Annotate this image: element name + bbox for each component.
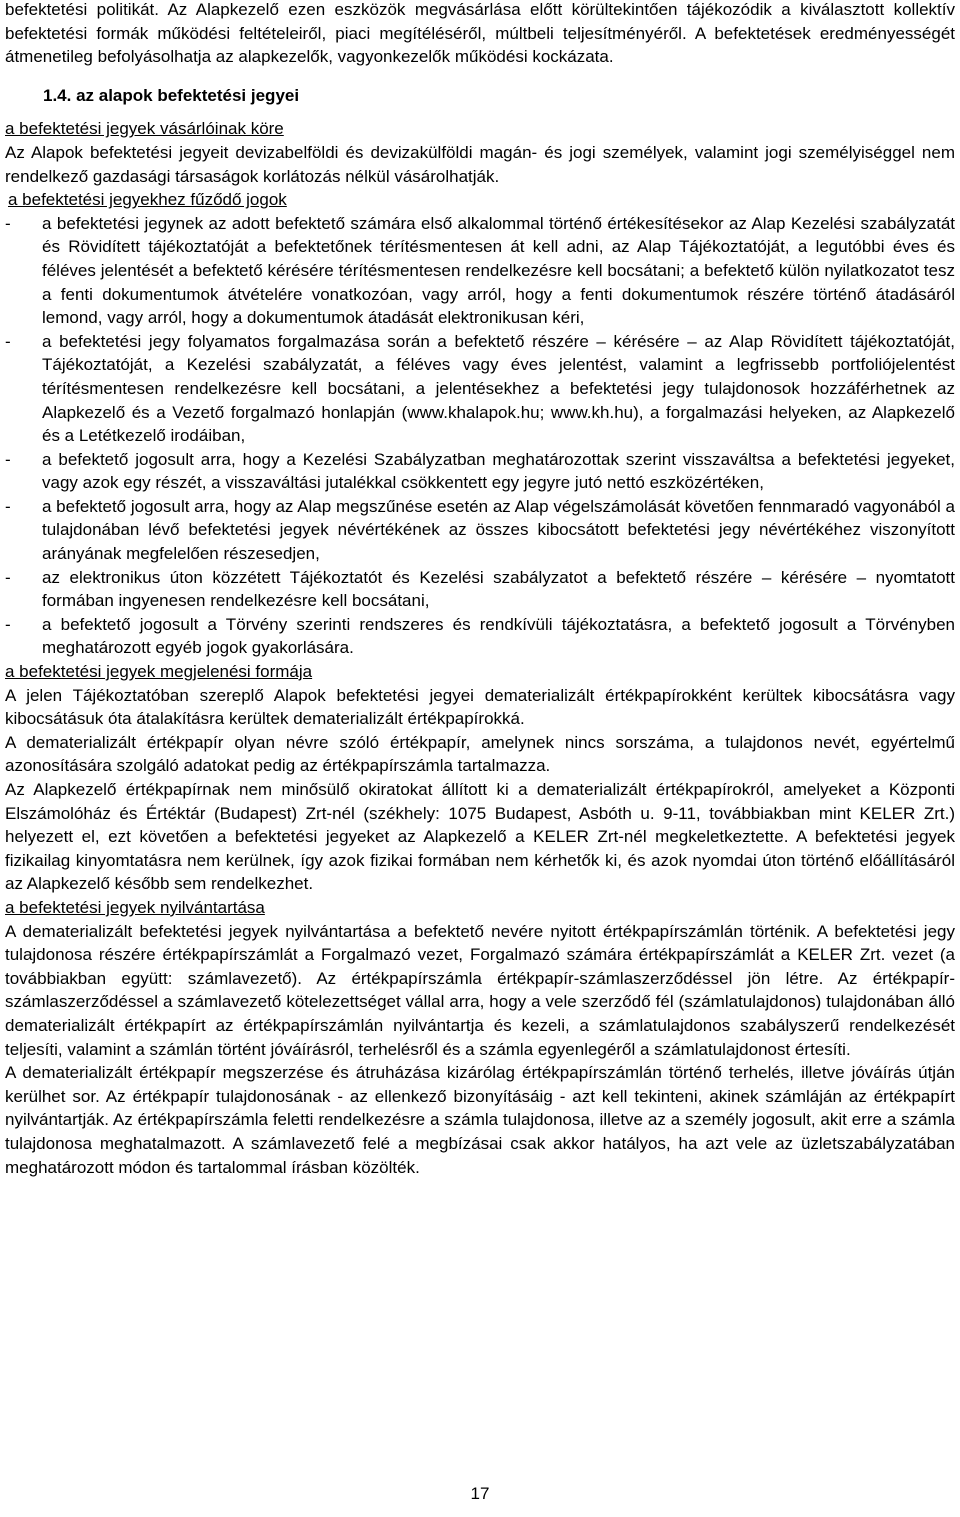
document-page (5, 0, 955, 1179)
registry-heading: a befektetési jegyek nyilvántartása (5, 897, 265, 917)
rights-item-text: az elektronikus úton közzétett Tájékoztatót és Kezelési szabályzatot a befektető részére – kérésére – nyomtatott formában ingyenesen rendelkezésre kell bocsátani, (42, 567, 955, 611)
dash-marker: - (5, 614, 11, 634)
rights-list-item (5, 212, 955, 330)
buyers-paragraph: Az Alapok befektetési jegyeit devizabelföldi és devizakülföldi magán- és jogi személyek, valamint jogi személyiséggel nem rendelkező gazdasági társaságok korlátozás nélkül vásárolhatják. (5, 142, 955, 186)
page-number: 17 (470, 1484, 490, 1503)
rights-list-item (5, 613, 955, 660)
dash-marker: - (5, 567, 11, 587)
form-paragraph: Az Alapkezelő értékpapírnak nem minősülő okiratokat állított ki a dematerializált értékpapírokról, amelyeket a Központi Elszámolóház és Értéktár (Budapest) Zrt-nél (székhely: 1075 Budapest, Asbóth u. 9-11, továbbiakban mint KELER Zrt.) helyezett el, ezt követően a befektetési jegyeket az Alapkezelő a KELER Zrt-nél megkeletkeztette. A befektetési jegyek fizikailag kinyomtatásra nem kerülnek, így azok fizikai formában nem kérhetők ki, és azok nyomdai úton történő előállításáról az Alapkezelő később sem rendelkezhet. (5, 780, 955, 894)
dash-marker: - (5, 449, 11, 469)
dash-marker: - (5, 213, 11, 233)
rights-item-text: a befektető jogosult arra, hogy az Alap megszűnése esetén az Alap végelszámolását követően fennmaradó vagyonából a tulajdonában lévő befektetési jegyek névértékének az összes kibocsátott befektetési jegy névértékéhez viszonyított arányának megfelelően részesedjen, (42, 496, 955, 564)
rights-item-text: a befektetési jegynek az adott befektető számára első alkalommal történő értékesítésekor az Alap Kezelési szabályzatát és Rövidített tájékoztatóját a befektetőnek térítésmentesen át kell adni, az Alap Tájékoztatóját, a legutóbbi éves és féléves jelentését a befektető kérésére térítésmentesen rendelkezésre kell bocsátani; a befektető külön nyilatkozatot tesz a fenti dokumentumok átvételére vonatkozóan, vagy arról, hogy a fenti dokumentumok részére történő átadásáról lemond, vagy arról, hogy a dokumentumok átadását elektronikusan kéri, (42, 213, 955, 328)
registry-paragraph: A dematerializált befektetési jegyek nyilvántartása a befektető nevére nyitott értékpapírszámlán történik. A befektetési jegy tulajdonosa részére értékpapírszámlát a Forgalmazó vezet, Forgalmazó számára értékpapírszámlát a KELER Zrt. vezet (a továbbiakban együtt: számlavezető). Az értékpapírszámla értékpapír-számlaszerződéssel jön létre. Az értékpapír-számlaszerződéssel a számlavezető kötelezettséget vállal arra, hogy a vele szerződő fél (számlatulajdonos) tulajdonában álló dematerializált értékpapírt az értékpapírszámlán nyilvántartja és kezeli, a számlatulajdonos szabályszerű rendelkezését teljesíti, valamint a számlán történt jóváírásról, terhelésről és a számla egyenlegéről a számlatulajdonost értesíti. (5, 921, 955, 1059)
rights-item-text: a befektető jogosult arra, hogy a Kezelési Szabályzatban meghatározottak szerint visszaváltsa a befektetési jegyeket, vagy azok egy részét, a visszaváltási jutalékkal csökkentett egy jegyre jutó nettó eszközértéken, (42, 449, 955, 493)
rights-list-item (5, 448, 955, 495)
rights-list (5, 212, 955, 660)
rights-heading: a befektetési jegyekhez fűződő jogok (8, 190, 287, 210)
form-paragraph: A jelen Tájékoztatóban szereplő Alapok befektetési jegyei dematerializált értékpapírokként kerültek kibocsátásra vagy kibocsátásuk óta átalakításra kerültek dematerializált értékpapírokká. (5, 685, 955, 729)
rights-list-item (5, 330, 955, 448)
rights-item-text: a befektető jogosult a Törvény szerinti rendszeres és rendkívüli tájékoztatásra, a befektető jogosult a Törvényben meghatározott egyéb jogok gyakorlására. (42, 614, 955, 658)
dash-marker: - (5, 331, 11, 351)
section-title: 1.4. az alapok befektetési jegyei (43, 85, 300, 105)
rights-list-item (5, 566, 955, 613)
form-paragraph: A dematerializált értékpapír olyan névre szóló értékpapír, amelynek nincs sorszáma, a tulajdonos nevét, egyértelmű azonosítására szolgáló adatokat pedig az értékpapírszámla tartalmazza. (5, 732, 955, 776)
dash-marker: - (5, 496, 11, 516)
rights-list-item (5, 495, 955, 566)
form-heading: a befektetési jegyek megjelenési formája (5, 662, 313, 682)
rights-item-text: a befektetési jegy folyamatos forgalmazása során a befektető részére – kérésére – az Alap Rövidített tájékoztatóját, Tájékoztatóját, a Kezelési szabályzatát, a féléves vagy éves jelentést, valamint a legfrissebb portfoliójelentést térítésmentesen rendelkezésre kell bocsátani, a jelentésekhez a befektetési jegy tulajdonosok hozzáférhetnek az Alapkezelő és a Vezető forgalmazó honlapján (www.khalapok.hu; www.kh.hu), a forgalmazási helyeken, az Alapkezelő és a Letétkezelő irodáiban, (42, 331, 955, 446)
buyers-heading: a befektetési jegyek vásárlóinak köre (5, 119, 284, 139)
intro-paragraph: befektetési politikát. Az Alapkezelő ezen eszközök megvásárlása előtt körültekintően tájékozódik a kiválasztott kollektív befektetési formák működési feltételeiről, piaci megítéléséről, múltbeli teljesítményéről. A befektetések eredményességét átmenetileg befolyásolhatja az alapkezelők, vagyonkezelők működési kockázata. (5, 0, 955, 67)
registry-paragraph: A dematerializált értékpapír megszerzése és átruházása kizárólag értékpapírszámlán történő terhelés, illetve jóváírás útján kerülhet sor. Az értékpapír tulajdonosának - az ellenkező bizonyításáig - azt kell tekinteni, akinek számláján az értékpapírt nyilvántartják. Az értékpapírszámla feletti rendelkezésre a számla tulajdonosa, illetve az a személy jogosult, akit erre a számla tulajdonosa meghatalmazott. A számlavezető felé a megbízásai csak akkor hatályos, ha azt vele az üzletszabályzatában meghatározott módon és tartalommal írásban közölték. (5, 1063, 955, 1177)
